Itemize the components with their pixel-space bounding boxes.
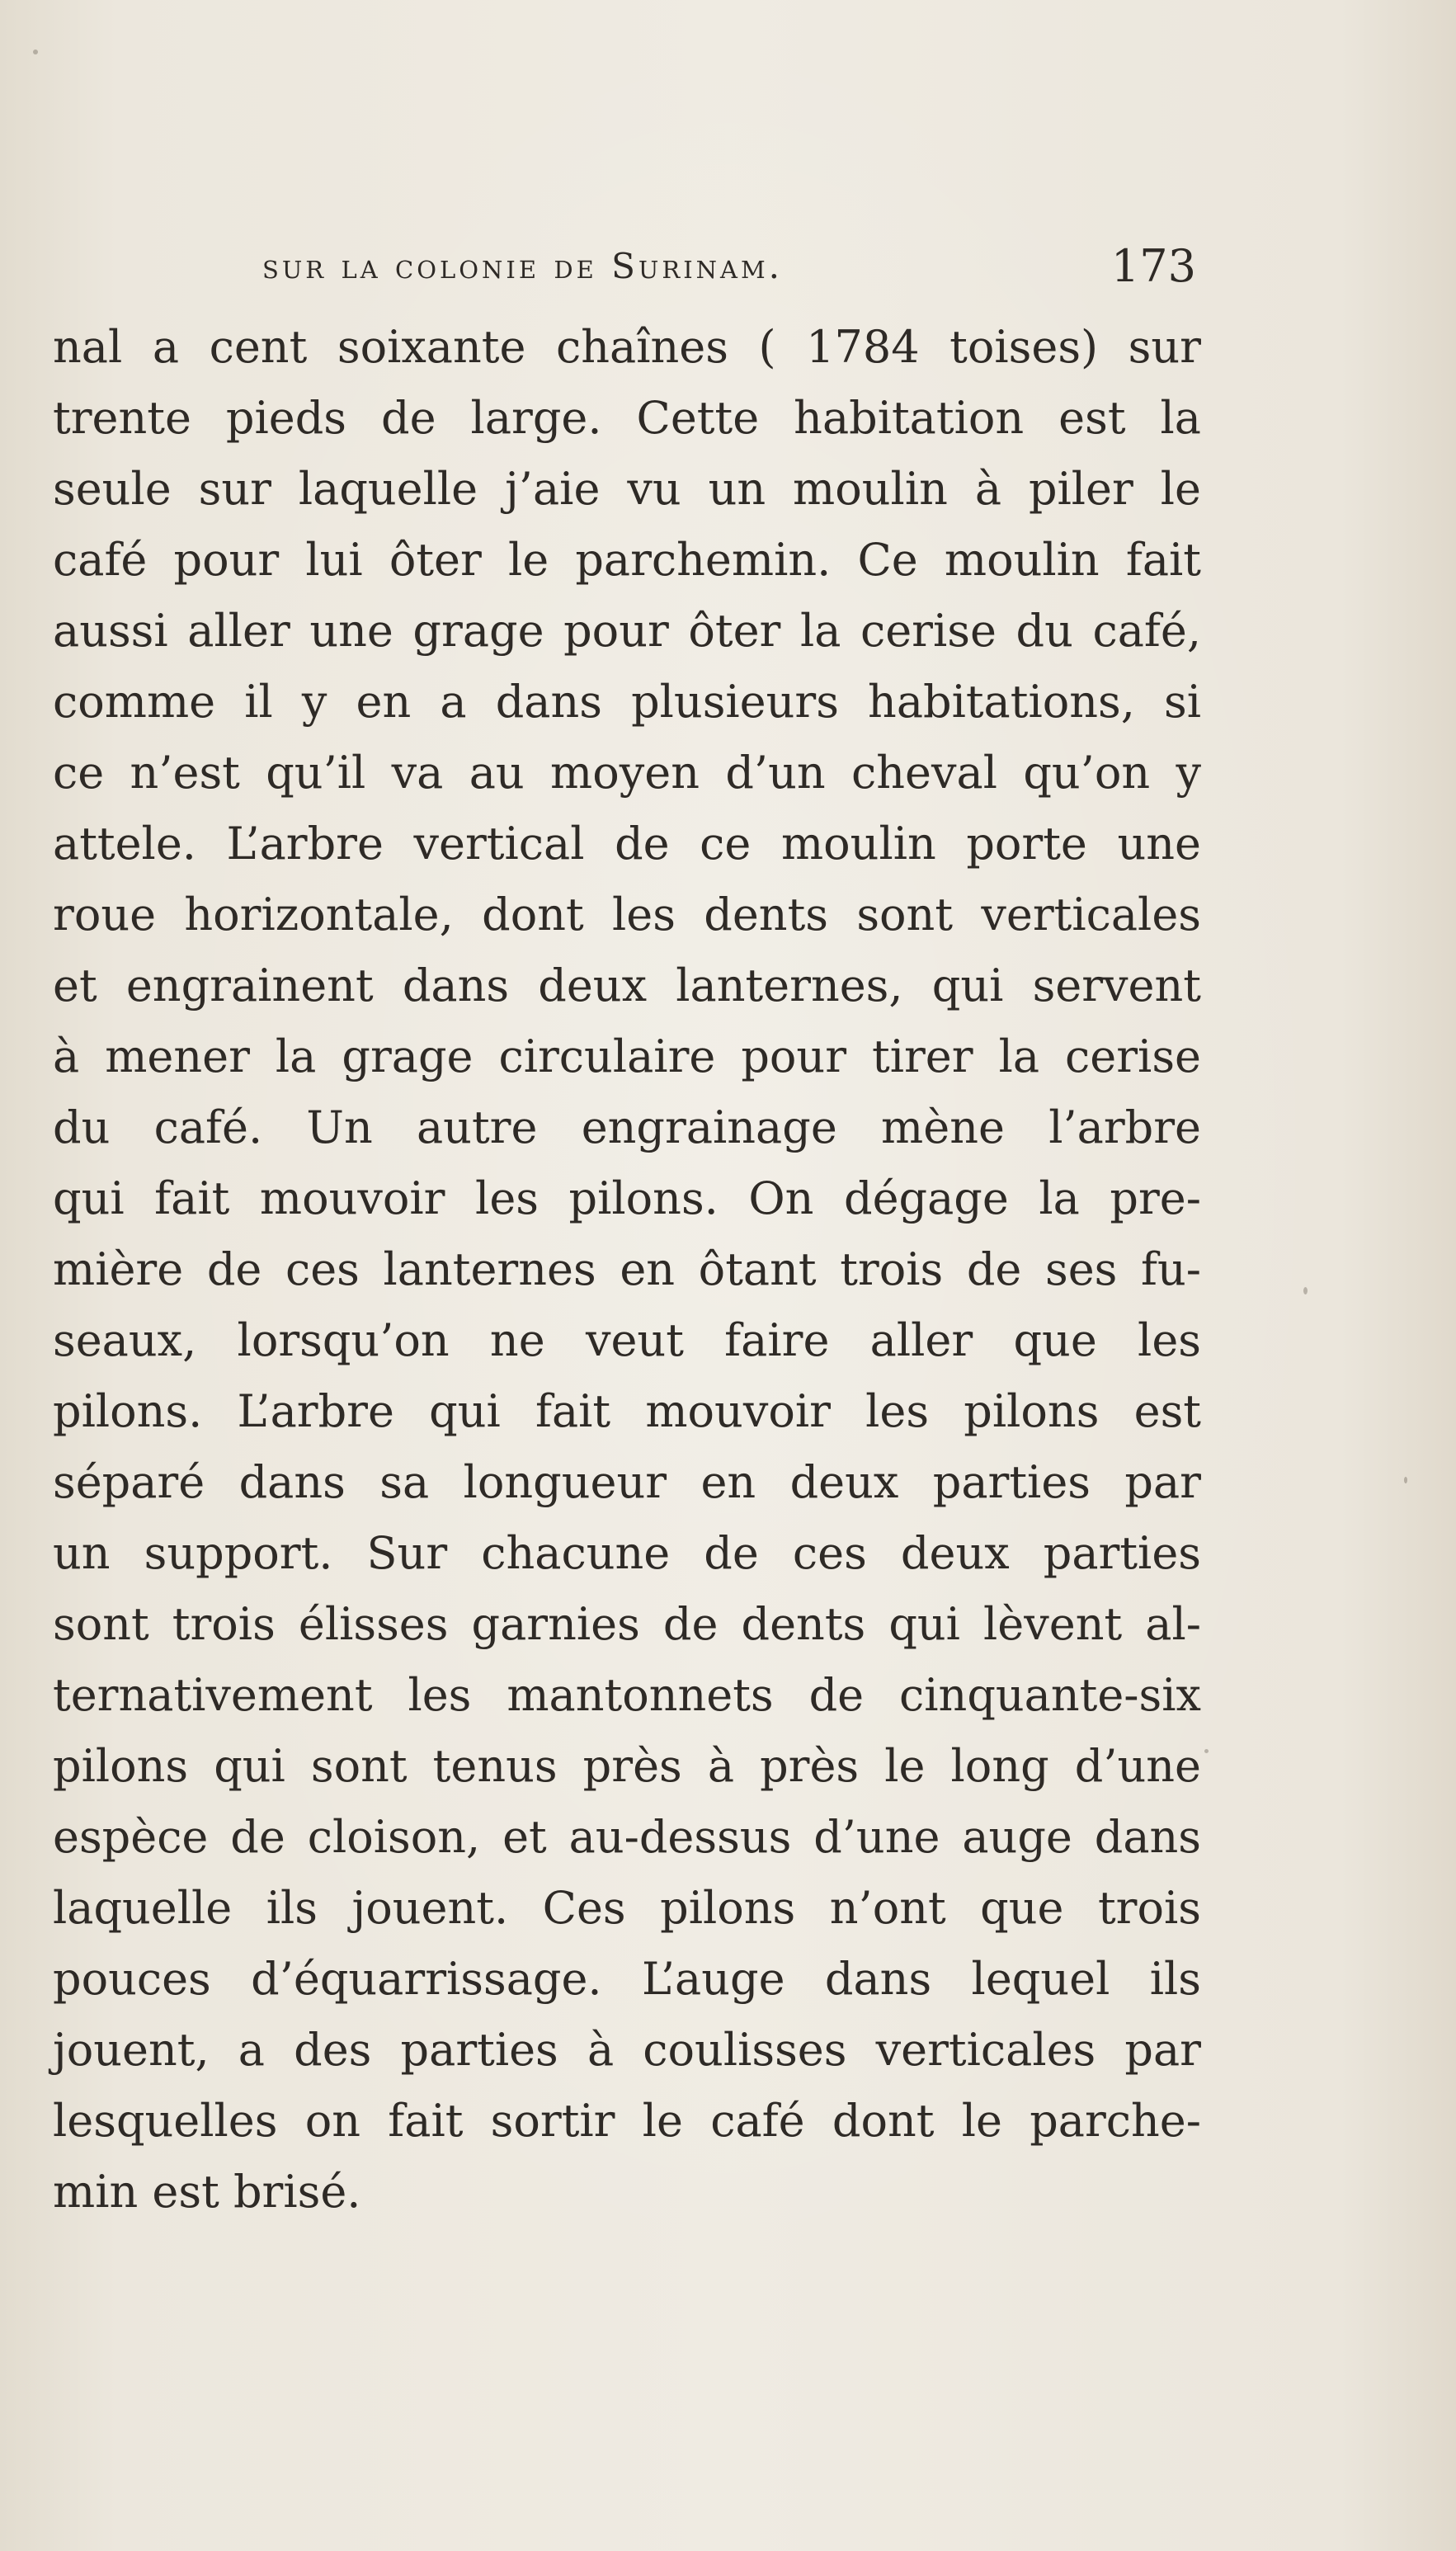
text-line: nal a cent soixante chaînes ( 1784 toises) sur <box>53 321 1201 373</box>
paper-speck <box>1404 1477 1407 1483</box>
text-line: ternativement les mantonnets de cinquante-six <box>53 1669 1201 1721</box>
text-line: attele. L’arbre vertical de ce moulin porte une <box>53 818 1201 870</box>
text-line: jouent, a des parties à coulisses verticales par <box>53 2024 1201 2076</box>
text-line: seaux, lorsqu’on ne veut faire aller que les <box>53 1314 1201 1366</box>
page-number: 173 <box>1110 240 1196 292</box>
paper-speck <box>1303 1287 1308 1294</box>
text-line: séparé dans sa longueur en deux parties par <box>53 1456 1201 1508</box>
text-line: un support. Sur chacune de ces deux parties <box>53 1527 1201 1579</box>
paper-speck <box>1204 1749 1209 1753</box>
text-line: pilons. L’arbre qui fait mouvoir les pilons est <box>53 1385 1201 1437</box>
text-line: comme il y en a dans plusieurs habitations, si <box>53 676 1201 728</box>
running-title: sur la colonie de Surinam. <box>262 246 784 286</box>
text-line: espèce de cloison, et au-dessus d’une auge dans <box>53 1811 1201 1863</box>
text-line: à mener la grage circulaire pour tirer la cerise <box>53 1030 1201 1082</box>
running-head <box>262 238 1196 295</box>
paper-speck <box>33 50 38 54</box>
text-line: roue horizontale, dont les dents sont verticales <box>53 889 1201 941</box>
text-line: pilons qui sont tenus près à près le long d’une <box>53 1740 1201 1792</box>
text-line: et engrainent dans deux lanternes, qui servent <box>53 960 1201 1011</box>
text-line: café pour lui ôter le parchemin. Ce moulin fait <box>53 534 1201 586</box>
text-line: mière de ces lanternes en ôtant trois de ses fu- <box>53 1243 1201 1295</box>
text-line: laquelle ils jouent. Ces pilons n’ont que trois <box>53 1882 1201 1934</box>
text-line-last: min est brisé. <box>53 2166 361 2218</box>
body-text <box>53 312 1201 2228</box>
text-line: seule sur laquelle j’aie vu un moulin à piler le <box>53 463 1201 515</box>
text-line: du café. Un autre engrainage mène l’arbre <box>53 1101 1201 1153</box>
text-line: qui fait mouvoir les pilons. On dégage la pre- <box>53 1172 1201 1224</box>
text-line: ce n’est qu’il va au moyen d’un cheval qu’on y <box>53 747 1201 799</box>
text-line: trente pieds de large. Cette habitation est la <box>53 392 1201 444</box>
text-line: lesquelles on fait sortir le café dont le parche- <box>53 2095 1201 2147</box>
text-line: pouces d’équarrissage. L’auge dans lequel ils <box>53 1953 1201 2005</box>
text-line: aussi aller une grage pour ôter la cerise du café, <box>53 605 1201 657</box>
text-line: sont trois élisses garnies de dents qui lèvent al- <box>53 1598 1201 1650</box>
